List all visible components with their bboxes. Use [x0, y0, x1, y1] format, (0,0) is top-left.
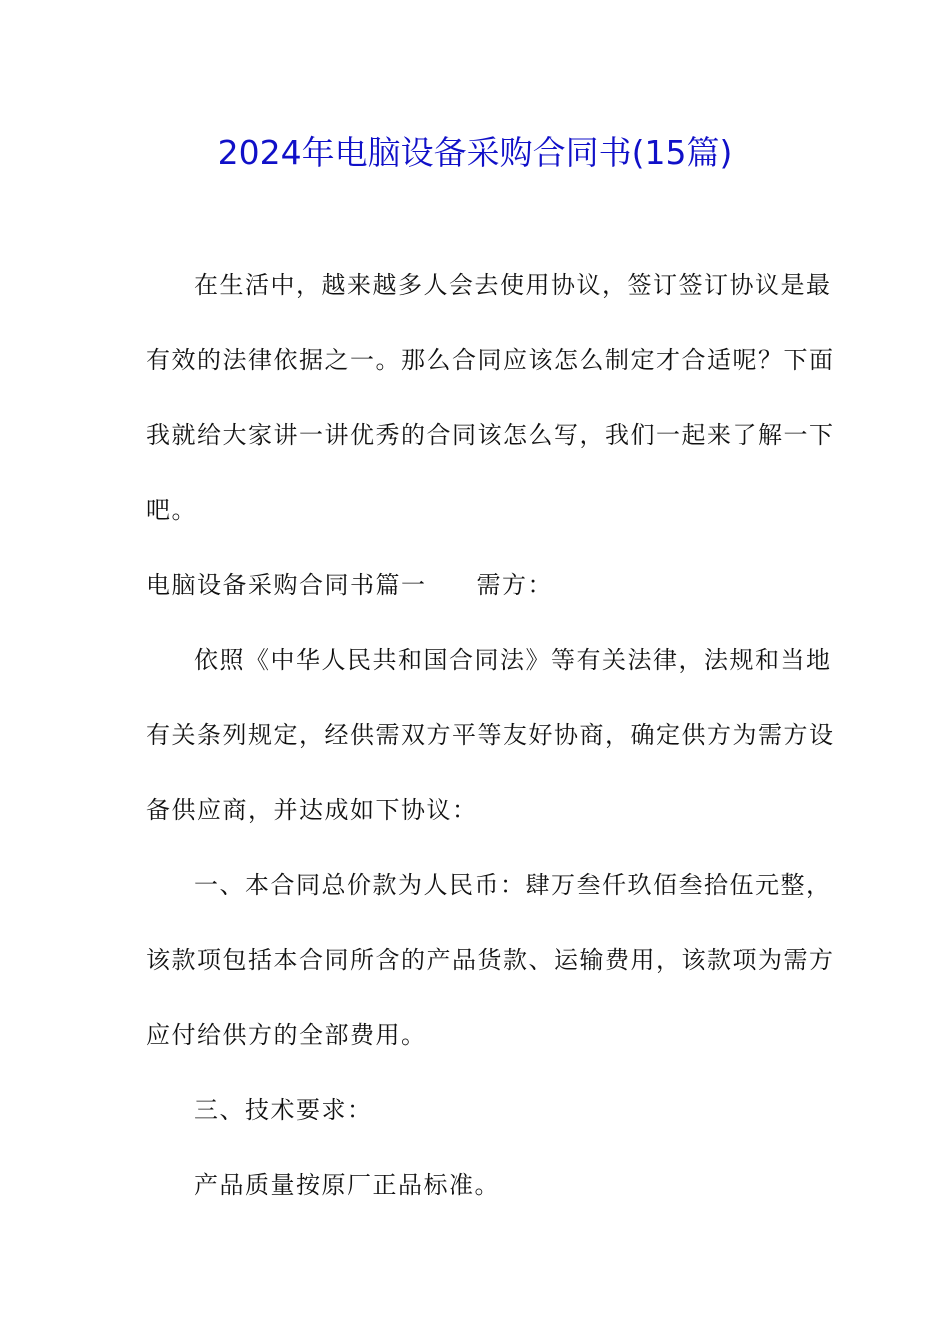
section-party: 需方：: [476, 571, 553, 599]
para1-line-3: 备供应商，并达成如下协议：: [146, 796, 478, 824]
para4-quality-standard: 产品质量按原厂正品标准。: [194, 1171, 500, 1199]
para2-line-3: 应付给供方的全部费用。: [146, 1021, 427, 1049]
intro-line-4: 吧。: [146, 496, 197, 524]
intro-line-1: 在生活中，越来越多人会去使用协议，签订签订协议是最: [194, 271, 832, 299]
intro-line-3: 我就给大家讲一讲优秀的合同该怎么写，我们一起来了解一下: [146, 421, 835, 449]
para1-line-2: 有关条列规定，经供需双方平等友好协商，确定供方为需方设: [146, 721, 835, 749]
intro-line-2: 有效的法律依据之一。那么合同应该怎么制定才合适呢？下面: [146, 346, 835, 374]
section-heading-line: [146, 548, 553, 623]
para3-technical-requirements: 三、技术要求：: [194, 1096, 373, 1124]
para2-line-2: 该款项包括本合同所含的产品货款、运输费用，该款项为需方: [146, 946, 835, 974]
para2-line-1: 一、本合同总价款为人民币：肆万叁仟玖佰叁拾伍元整，: [194, 871, 832, 899]
section-heading: 电脑设备采购合同书篇一: [146, 571, 427, 599]
para1-line-1: 依照《中华人民共和国合同法》等有关法律，法规和当地: [194, 646, 832, 674]
document-title: 2024年电脑设备采购合同书(15篇): [217, 133, 733, 172]
